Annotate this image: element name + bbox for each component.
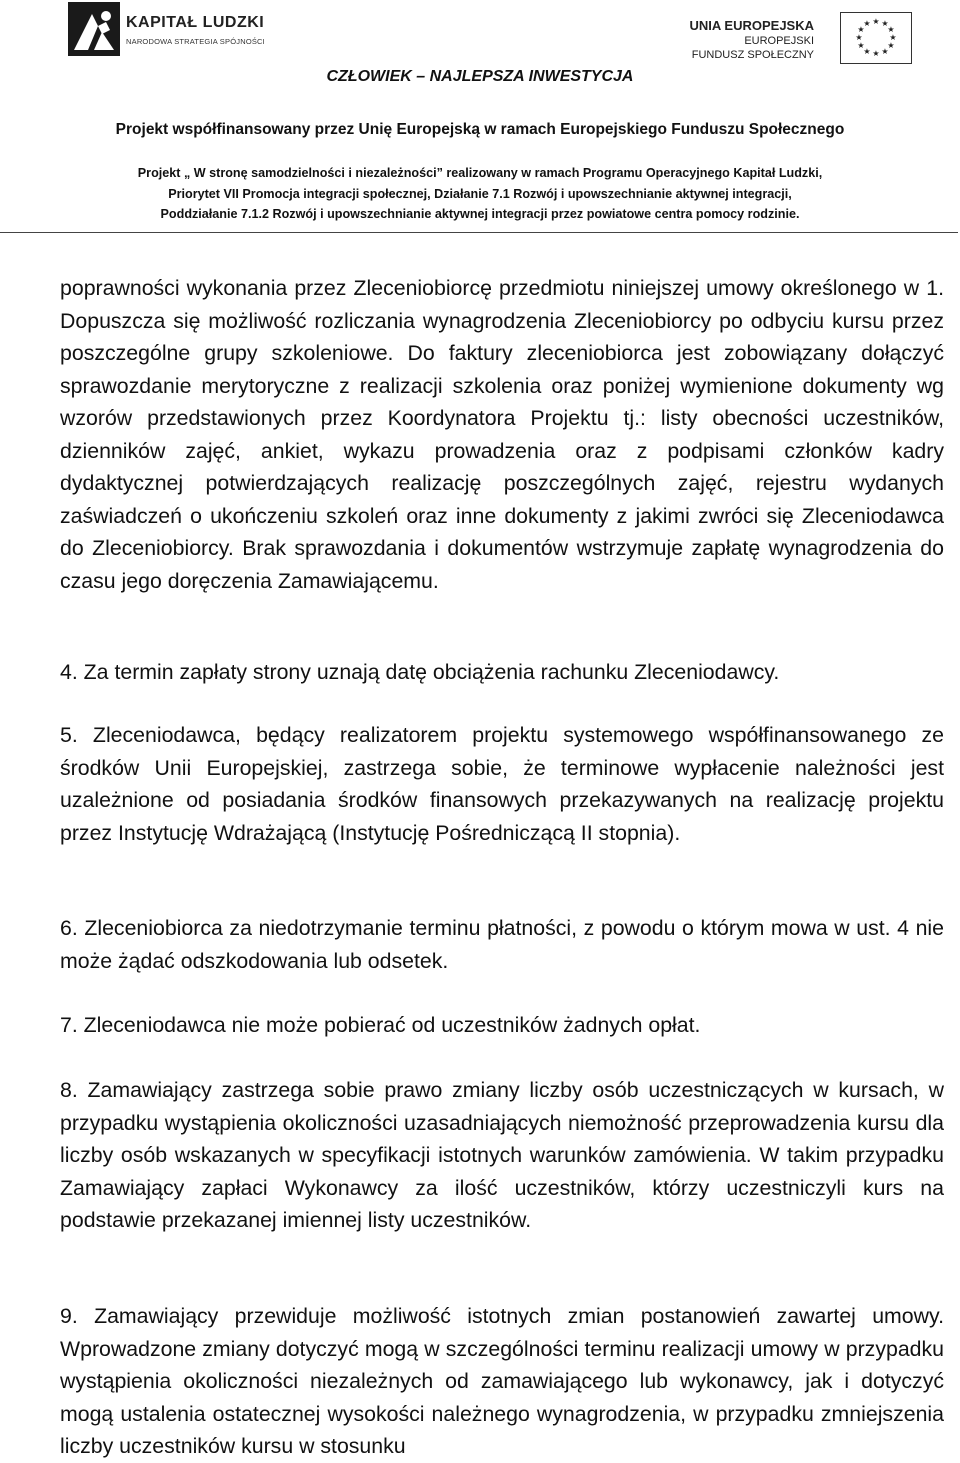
- paragraph-5-text: 5. Zleceniodawca, będący realizatorem projektu systemowego współfinansowanego ze środków Unii Europejskiej, zastrzega sobie, że terminowe wypłacenie należności jest uzależnione od posiadania środków finansowych przekazywanych na realizację projektu przez Instytucję Wdrażającą (Instytucję Pośredniczącą II stopnia).: [60, 723, 944, 845]
- paragraph-6-text: 6. Zleceniobiorca za niedotrzymanie terminu płatności, z powodu o którym mowa w ust. 4 nie może żądać odszkodowania lub odsetek.: [60, 916, 944, 973]
- paragraph-4-text: 4. Za termin zapłaty strony uznają datę obciążenia rachunku Zleceniodawcy.: [60, 660, 780, 684]
- eu-logo: [689, 12, 900, 68]
- svg-text:★: ★: [857, 41, 865, 50]
- project-line-2: Priorytet VII Promocja integracji społecznej, Działanie 7.1 Rozwój i upowszechnianie aktywnej integracji,: [168, 187, 792, 201]
- paragraph-8: [60, 1074, 944, 1237]
- svg-text:★: ★: [887, 25, 895, 34]
- paragraph-9: [60, 1300, 944, 1463]
- paragraph-intro-text: poprawności wykonania przez Zleceniobiorcę przedmiotu niniejszej umowy określonego w 1. Dopuszcza się możliwość rozliczania wynagrodzenia Zleceniobiorcy po odbyciu kursu przez poszczególne grupy szkoleniowe. Do faktury zleceniobiorca jest zobowiązany dołączyć sprawozdanie merytoryczne z realizacji szkolenia oraz poniżej wymienione dokumenty wg wzorów przedstawionych przez Koordynatora Projektu tj.: listy obecności uczestników, dzienników zajęć, ankiet, wykazu prowadzenia oraz z podpisami członków kadry dydaktycznej potwierdzających realizację poszczególnych zajęć, rejestru wydanych zaświadczeń o ukończeniu szkoleń oraz inne dokumenty z jakimi zwróci się Zleceniodawca do Zleceniobiorcy. Brak sprawozdania i dokumentów wstrzymuje zapłatę wynagrodzenia do czasu jego doręczenia Zamawiającemu.: [60, 276, 944, 593]
- svg-text:★: ★: [863, 47, 871, 56]
- eu-flag-icon: [840, 12, 912, 64]
- project-line-3: Poddziałanie 7.1.2 Rozwój i upowszechnianie aktywnej integracji przez powiatowe centra pomocy rodzinie.: [160, 207, 800, 221]
- cofinancing-line: Projekt współfinansowany przez Unię Europejską w ramach Europejskiego Funduszu Społecznego: [115, 121, 845, 138]
- svg-text:★: ★: [872, 17, 880, 26]
- paragraph-6: [60, 912, 944, 977]
- svg-text:★: ★: [881, 47, 889, 56]
- paragraph-4: [60, 656, 944, 689]
- svg-text:★: ★: [887, 41, 895, 50]
- eu-logo-line2: EUROPEJSKI: [744, 35, 814, 47]
- paragraph-5: [60, 719, 944, 849]
- project-line-1: Projekt „ W stronę samodzielności i niezależności” realizowany w ramach Programu Operacyjnego Kapitał Ludzki,: [137, 166, 823, 180]
- svg-text:★: ★: [863, 19, 871, 28]
- paragraph-9-text: 9. Zamawiający przewiduje możliwość istotnych zmian postanowień zawartej umowy. Wprowadzone zmiany dotyczyć mogą w szczególności terminu realizacji umowy w przypadku wystąpienia okoliczności niezależnych od zamawiającego lub wykonawcy, jak i dotyczyć mogą ustalenia ostatecznej wysokości należnego wynagrodzenia, w przypadku zmniejszenia liczby uczestników kursu w stosunku: [60, 1304, 944, 1458]
- slogan: CZŁOWIEK – NAJLEPSZA INWESTYCJA: [326, 68, 634, 85]
- paragraph-intro: [60, 272, 944, 597]
- kapital-ludzki-emblem-icon: [68, 2, 120, 56]
- kapital-ludzki-title: KAPITAŁ LUDZKI: [126, 14, 265, 31]
- svg-text:★: ★: [857, 25, 865, 34]
- svg-text:★: ★: [855, 33, 863, 42]
- paragraph-8-text: 8. Zamawiający zastrzega sobie prawo zmiany liczby osób uczestniczących w kursach, w przypadku wystąpienia okoliczności uzasadniających niemożność przeprowadzenia kursu dla liczby osób wskazanych w specyfikacji istotnych warunków zamówienia. W takim przypadku Zamawiający zapłaci Wykonawcy za ilość uczestników, którzy uczestniczyli kurs na podstawie przekazanej imiennej listy uczestników.: [60, 1078, 944, 1232]
- paragraph-7: [60, 1009, 944, 1042]
- kapital-ludzki-subtitle: NARODOWA STRATEGIA SPÓJNOŚCI: [126, 37, 265, 46]
- svg-text:★: ★: [889, 33, 897, 42]
- svg-text:★: ★: [881, 19, 889, 28]
- eu-logo-line1: UNIA EUROPEJSKA: [689, 18, 814, 33]
- svg-text:★: ★: [872, 49, 880, 58]
- paragraph-7-text: 7. Zleceniodawca nie może pobierać od uczestników żadnych opłat.: [60, 1013, 701, 1037]
- eu-logo-line3: FUNDUSZ SPOŁECZNY: [691, 49, 814, 61]
- kapital-ludzki-logo: [68, 2, 288, 60]
- header-divider: [0, 232, 958, 233]
